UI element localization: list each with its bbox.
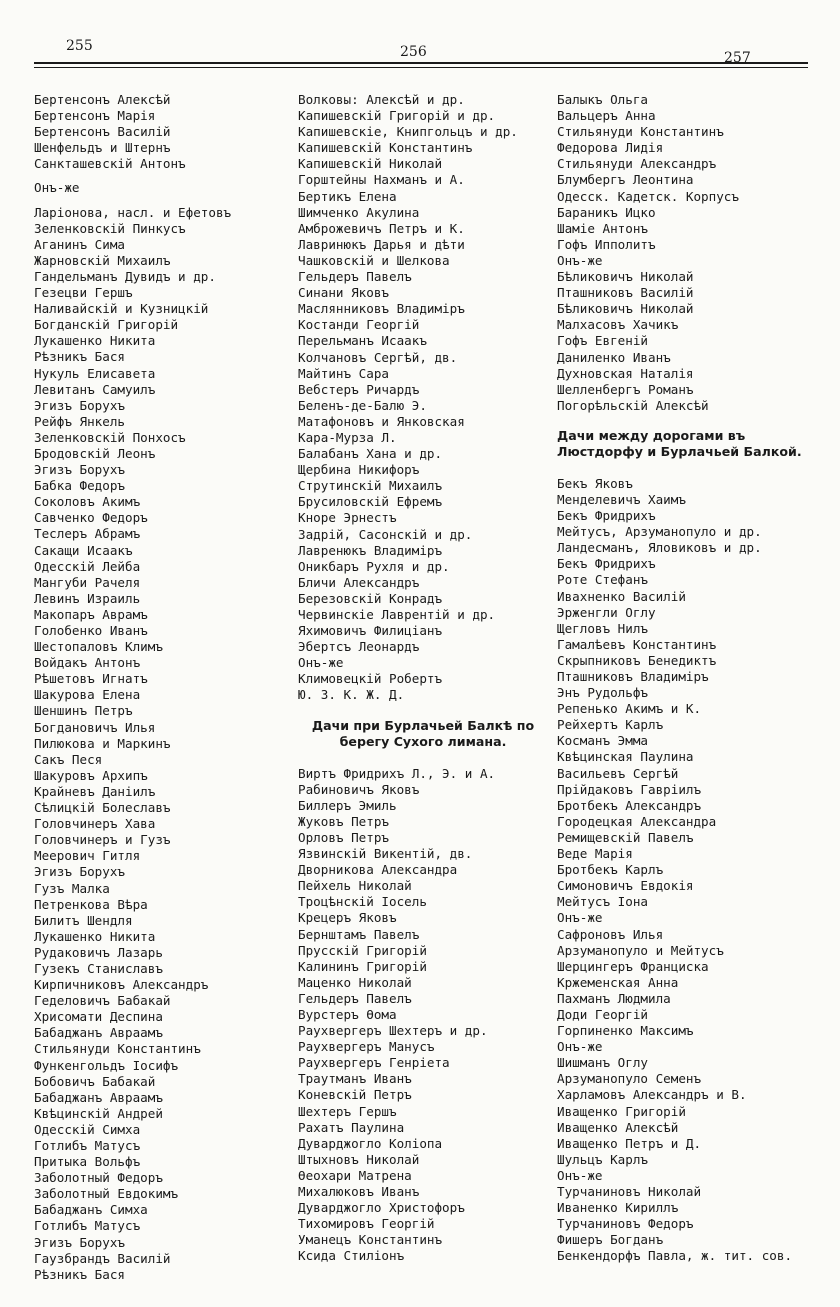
list-entry: Одесскій Лейба: [34, 558, 141, 574]
list-entry: Рудаковичъ Лазарь: [34, 944, 163, 960]
list-entry: Сакъ Песя: [34, 751, 103, 767]
list-entry: Бродовскій Леонъ: [34, 445, 156, 461]
list-entry: Голобенко Иванъ: [34, 623, 148, 638]
list-entry: Бабка Федоръ: [34, 478, 125, 494]
col3-list-a: [557, 92, 819, 414]
list-entry: Капишевскій Константинъ: [298, 140, 473, 156]
list-entry: Колчановъ Сергѣй, дв.: [298, 349, 458, 365]
list-entry: Стильянуди Константинъ: [557, 124, 724, 140]
list-entry: Бернштамъ Павелъ: [298, 926, 420, 942]
list-entry: Малхасовъ Хачикъ: [557, 317, 679, 333]
list-entry: Сѣлицкій Болеславъ: [34, 800, 171, 816]
list-entry: Билитъ Шендля: [34, 912, 133, 928]
list-entry: Брусиловскій Ефремъ: [298, 494, 443, 510]
list-entry: Иваненко Кириллъ: [557, 1200, 679, 1216]
list-entry: Ксида Стиліонъ: [298, 1248, 405, 1264]
header-rule-thin: [34, 67, 808, 68]
list-entry: Оникбаръ Рухля и др.: [298, 558, 450, 574]
list-entry: Бѣликовичъ Николай: [557, 269, 694, 285]
col1-list-c: [34, 205, 282, 1283]
list-entry: Вальцеръ Анна: [557, 108, 656, 124]
list-entry: Арзуманопуло Семенъ: [557, 1071, 702, 1087]
list-entry: Гузекъ Станиславъ: [34, 960, 163, 976]
list-entry: Капишевскій Николай: [298, 156, 443, 172]
list-entry: Амброжевичъ Петръ и К.: [298, 220, 465, 236]
list-entry: Горштейны Нахманъ и А.: [298, 172, 465, 188]
list-entry: Арзуманопуло и Мейтусъ: [557, 942, 724, 958]
list-entry: Рѣзникъ Бася: [34, 349, 125, 365]
list-entry: Бабаджанъ Авраамъ: [34, 1089, 163, 1105]
list-entry: Квѣцинскій Андрей: [34, 1105, 163, 1121]
list-entry: Зеленковскій Пинкусъ: [34, 220, 186, 236]
list-entry: Роте Стефанъ: [557, 572, 648, 588]
list-entry: Шаміе Антонъ: [557, 220, 648, 236]
list-entry: Дуварджогло Коліопа: [298, 1135, 443, 1151]
list-entry: Капишевскій Григорій и др.: [298, 108, 496, 124]
list-entry: Бротбекъ Карлъ: [557, 862, 664, 878]
list-entry: Жуковъ Петръ: [298, 813, 389, 829]
list-entry: Бротбекъ Александръ: [557, 797, 702, 813]
list-entry: Матафоновъ и Янковская: [298, 413, 465, 429]
col3-list-b: [557, 476, 819, 1265]
list-entry: Погорѣльскій Алексѣй: [557, 397, 709, 413]
section-heading-lustdorf: Дачи между дорогами въ Люстдорфу и Бурлачьей Балкой.: [557, 427, 802, 459]
list-entry: Маслянниковъ Владиміръ: [298, 301, 465, 317]
list-entry: Гандельманъ Дувидъ и др.: [34, 268, 216, 284]
list-entry: Симоновичъ Евдокія: [557, 878, 694, 894]
list-entry: Вурстеръ Өома: [298, 1006, 397, 1022]
list-entry: Богдановичъ Илья: [34, 719, 156, 735]
list-entry: Харламовъ Александръ и В.: [557, 1087, 747, 1103]
list-entry: Онъ-же: [298, 655, 344, 671]
list-entry: Бабаджанъ Симха: [34, 1202, 148, 1218]
list-entry: Пташниковъ Василій: [557, 285, 694, 301]
list-entry: Шерцингеръ Франциска: [557, 958, 709, 974]
list-entry: Ремищевскій Павелъ: [557, 829, 694, 845]
list-entry: Мейтусъ Іона: [557, 894, 648, 910]
list-entry: Репенько Акимъ и К.: [557, 701, 702, 717]
list-entry: Лукашенко Никита: [34, 333, 156, 349]
list-entry: Перельманъ Исаакъ: [298, 333, 427, 349]
list-entry: Кржеменская Анна: [557, 974, 679, 990]
list-entry: Капишевскіе, Книпгольцъ и др.: [298, 124, 518, 140]
list-entry: Жарновскій Михаилъ: [34, 252, 171, 268]
page-number-center: 256: [400, 44, 427, 60]
list-entry: Лавренюкъ Владиміръ: [298, 542, 443, 558]
list-entry: Сакащи Исаакъ: [34, 542, 133, 558]
list-entry: Беленъ-де-Балю Э.: [298, 397, 427, 413]
list-entry: Наливайскій и Кузницкій: [34, 301, 209, 317]
list-entry: Троцѣнскій Іосель: [298, 894, 427, 910]
list-entry: Меерович Гитля: [34, 848, 141, 864]
list-entry: Гаузбрандъ Василій: [34, 1250, 171, 1266]
list-entry: Рѣшетовъ Игнатъ: [34, 671, 148, 687]
list-entry: Даниленко Иванъ: [557, 349, 671, 365]
list-entry: Энъ Рудольфъ: [557, 685, 648, 701]
list-entry: Бличи Александръ: [298, 574, 420, 590]
list-entry: Головчинеръ и Гузъ: [34, 832, 171, 848]
list-entry: Веде Марія: [557, 846, 633, 862]
list-entry: Язвинскій Викентій, дв.: [298, 846, 473, 862]
list-entry: Бараникъ Ицко: [557, 204, 656, 220]
list-entry: Готлибъ Матусъ: [34, 1138, 141, 1153]
list-entry: Вебстеръ Ричардъ: [298, 381, 420, 397]
list-entry: Онъ-же: [557, 252, 603, 268]
list-entry: Яхимовичъ Филиціанъ: [298, 623, 443, 639]
list-entry: Стильянуди Александръ: [557, 156, 717, 172]
list-entry: Бекъ Фридрихъ: [557, 556, 656, 572]
list-entry: Крайневъ Даніилъ: [34, 783, 156, 799]
list-entry: Шакурова Елена: [34, 687, 141, 703]
list-entry: Уманецъ Константинъ: [298, 1232, 443, 1248]
list-entry: Онъ-же: [34, 180, 80, 196]
list-entry: Эгизъ Борухъ: [34, 397, 125, 413]
list-entry: Раухвергеръ Манусъ: [298, 1039, 435, 1055]
list-entry: Соколовъ Акимъ: [34, 494, 141, 510]
list-entry: Михалюковъ Иванъ: [298, 1184, 420, 1199]
list-entry: Эбертсъ Леонардъ: [298, 639, 420, 655]
list-entry: Биллеръ Эмиль: [298, 797, 397, 813]
section-heading-burlachya: Дачи при Бурлачьей Балкѣ по берегу Сухого лимана.: [311, 717, 535, 749]
list-entry: Кара-Мурза Л.: [298, 429, 397, 445]
list-entry: Рѣзникъ Бася: [34, 1266, 125, 1282]
list-entry: Притыка Вольфъ: [34, 1154, 141, 1170]
list-entry: Дуварджогло Христофоръ: [298, 1200, 465, 1216]
list-entry: Пташниковъ Владиміръ: [557, 669, 709, 684]
list-entry: Стильянуди Константинъ: [34, 1041, 201, 1057]
list-entry: Духновская Наталія: [557, 365, 694, 381]
list-entry: Ю. З. К. Ж. Д.: [298, 687, 405, 703]
list-entry: Аганинъ Сима: [34, 236, 125, 252]
list-entry: Гельдеръ Павелъ: [298, 269, 412, 285]
list-entry: Онъ-же: [557, 910, 603, 926]
list-entry: Геделовичъ Бабакай: [34, 993, 171, 1009]
list-entry: Федорова Лидія: [557, 140, 664, 156]
list-entry: Рейхертъ Карлъ: [557, 717, 664, 733]
column-3: [557, 92, 819, 1264]
list-entry: Головчинеръ Хава: [34, 816, 156, 832]
list-entry: Раухвергеръ Генріета: [298, 1055, 450, 1071]
list-entry: Эгизъ Борухъ: [34, 462, 125, 478]
list-entry: Фишеръ Богданъ: [557, 1232, 664, 1248]
list-entry: Хрисомати Деспина: [34, 1009, 163, 1025]
list-entry: Сафроновъ Илья: [557, 926, 664, 942]
list-entry: Лукашенко Никита: [34, 928, 156, 944]
list-entry: Чашковскій и Шелкова: [298, 252, 450, 268]
list-entry: Щербина Никифоръ: [298, 462, 420, 478]
list-entry: Заболотный Федоръ: [34, 1170, 163, 1186]
list-entry: Бертенсонъ Василій: [34, 124, 171, 140]
list-entry: Васильевъ Сергѣй: [557, 765, 679, 781]
list-entry: Иващенко Алексѣй: [557, 1119, 679, 1135]
list-entry: Задрій, Сасонскій и др.: [298, 526, 473, 542]
list-entry: Зеленковскій Понхосъ: [34, 429, 186, 445]
list-entry: Онъ-же: [557, 1039, 603, 1055]
list-entry: Гузъ Малка: [34, 880, 110, 896]
list-entry: Гельдеръ Павелъ: [298, 990, 412, 1006]
list-entry: Балабанъ Хана и др.: [298, 446, 443, 462]
list-entry: Левитанъ Самуилъ: [34, 381, 156, 397]
list-entry: Богданскій Григорій: [34, 317, 179, 333]
list-entry: Бертикъ Елена: [298, 188, 397, 204]
list-entry: Волковы: Алексѣй и др.: [298, 92, 465, 107]
list-entry: Гофъ Евгеній: [557, 333, 648, 349]
list-entry: Гофъ Ипполитъ: [557, 236, 656, 252]
list-entry: Нукуль Елисавета: [34, 365, 156, 381]
list-entry: Менделевичъ Хаимъ: [557, 491, 686, 507]
list-entry: Маценко Николай: [298, 974, 412, 990]
list-entry: Мейтусъ, Арзуманопуло и др.: [557, 524, 762, 540]
list-entry: Одесскій Симха: [34, 1121, 141, 1137]
list-entry: Лавринюкъ Дарья и дѣти: [298, 236, 465, 252]
list-entry: Турчаниновъ Федоръ: [557, 1216, 694, 1232]
list-entry: Санкташевскій Антонъ: [34, 156, 186, 172]
list-entry: Заболотный Евдокимъ: [34, 1186, 179, 1202]
list-entry: Калининъ Григорій: [298, 958, 427, 974]
list-entry: Эрженгли Оглу: [557, 604, 656, 620]
list-entry: Шимченко Акулина: [298, 204, 420, 220]
list-entry: Өеохари Матрена: [298, 1167, 412, 1183]
list-entry: Петренкова Вѣра: [34, 896, 148, 912]
list-entry: Войдакъ Антонъ: [34, 655, 141, 671]
list-entry: Бѣликовичъ Николай: [557, 301, 694, 317]
list-entry: Климовецкій Робертъ: [298, 671, 443, 687]
list-entry: Скрыпниковъ Бенедиктъ: [557, 652, 717, 668]
list-entry: Кноре Эрнестъ: [298, 510, 397, 526]
list-entry: Ларіонова, насл. и Ефетовъ: [34, 204, 232, 220]
list-entry: Пилюкова и Маркинъ: [34, 735, 171, 751]
list-entry: Функенгольдъ Іосифъ: [34, 1057, 179, 1073]
list-entry: Шишманъ Оглу: [557, 1055, 648, 1071]
list-entry: Балыкъ Ольга: [557, 92, 648, 107]
list-entry: Шульцъ Карлъ: [557, 1151, 648, 1167]
list-entry: Гезецви Гершъ: [34, 285, 133, 301]
list-entry: Горпиненко Максимъ: [557, 1023, 694, 1039]
col2-list-a: [298, 92, 548, 704]
list-entry: Прусскій Григорій: [298, 942, 427, 958]
list-entry: Шестопаловъ Климъ: [34, 639, 163, 655]
list-entry: Городецкая Александра: [557, 813, 717, 829]
list-entry: Бенкендорфъ Павла, ж. тит. сов.: [557, 1248, 793, 1264]
list-entry: Готлибъ Матусъ: [34, 1218, 141, 1234]
list-entry: Гамалѣевъ Константинъ: [557, 636, 717, 652]
list-entry: Щегловъ Нилъ: [557, 620, 648, 636]
list-entry: Бекъ Яковъ: [557, 475, 633, 491]
header-rule-thick: [34, 62, 808, 64]
list-entry: Березовскій Конрадъ: [298, 590, 443, 606]
list-entry: Тихомировъ Георгій: [298, 1216, 435, 1232]
list-entry: Прійдаковъ Гавріилъ: [557, 781, 702, 797]
column-2: [298, 92, 548, 1264]
list-entry: Шелленбергъ Романъ: [557, 381, 694, 397]
list-entry: Шехтеръ Гершъ: [298, 1103, 397, 1119]
list-entry: Майтинъ Сара: [298, 365, 389, 381]
page-number-right: 257: [724, 50, 751, 66]
list-entry: Иващенко Григорій: [557, 1103, 686, 1119]
column-1: [34, 92, 282, 1283]
list-entry: Бекъ Фридрихъ: [557, 508, 656, 524]
list-entry: Пейхель Николай: [298, 878, 412, 894]
list-entry: Дворникова Александра: [298, 862, 458, 878]
list-entry: Коневскій Петръ: [298, 1087, 412, 1103]
list-entry: Турчаниновъ Николай: [557, 1184, 702, 1199]
list-entry: Шенфельдъ и Штернъ: [34, 140, 171, 156]
col1-list-a: [34, 92, 282, 172]
list-entry: Рабиновичъ Яковъ: [298, 781, 420, 797]
list-entry: Мангуби Рачеля: [34, 574, 141, 590]
list-entry: Бертенсонъ Алексѣй: [34, 92, 171, 107]
list-entry: Бабаджанъ Авраамъ: [34, 1025, 163, 1041]
col2-list-b: [298, 766, 548, 1265]
list-entry: Ландесманъ, Яловиковъ и др.: [557, 540, 762, 556]
list-entry: Теслеръ Абрамъ: [34, 526, 141, 542]
list-entry: Квѣцинская Паулина: [557, 749, 694, 765]
list-entry: Виртъ Фридрихъ Л., Э. и А.: [298, 765, 496, 781]
list-entry: Раухвергеръ Шехтеръ и др.: [298, 1023, 488, 1039]
list-entry: Червинскіе Лаврентій и др.: [298, 607, 496, 622]
list-entry: Эгизъ Борухъ: [34, 864, 125, 880]
list-entry: Синани Яковъ: [298, 285, 389, 301]
list-entry: Иващенко Петръ и Д.: [557, 1135, 702, 1151]
list-entry: Доди Георгій: [557, 1006, 648, 1022]
list-entry: Шакуровъ Архипъ: [34, 767, 148, 783]
list-entry: Траутманъ Иванъ: [298, 1071, 412, 1087]
list-entry: Бобовичъ Бабакай: [34, 1073, 156, 1089]
list-entry: Онъ-же: [557, 1167, 603, 1183]
list-entry: Костанди Георгій: [298, 317, 420, 333]
list-entry: Ивахненко Василій: [557, 588, 686, 604]
page-number-left: 255: [66, 38, 93, 54]
list-entry: Макопаръ Аврамъ: [34, 606, 148, 622]
list-entry: Кирпичниковъ Александръ: [34, 977, 209, 993]
list-entry: Савченко Федоръ: [34, 510, 148, 526]
list-entry: Шеншинъ Петръ: [34, 703, 133, 719]
list-entry: Рейфъ Янкель: [34, 413, 125, 429]
list-entry: Струтинскій Михаилъ: [298, 478, 443, 494]
list-entry: Рахатъ Паулина: [298, 1119, 405, 1135]
list-entry: Орловъ Петръ: [298, 829, 389, 845]
list-entry: Левинъ Израиль: [34, 590, 141, 606]
list-entry: Косманъ Эмма: [557, 733, 648, 749]
list-entry: Блумбергъ Леонтина: [557, 172, 694, 188]
list-entry: Эгизъ Борухъ: [34, 1234, 125, 1250]
list-entry: Бертенсонъ Марія: [34, 108, 156, 124]
list-entry: Крецеръ Яковъ: [298, 910, 397, 926]
list-entry: Одесск. Кадетск. Корпусъ: [557, 188, 739, 204]
list-entry: Пахманъ Людмила: [557, 990, 671, 1006]
col1-list-b: [34, 180, 282, 196]
list-entry: Штыхновъ Николай: [298, 1151, 420, 1167]
